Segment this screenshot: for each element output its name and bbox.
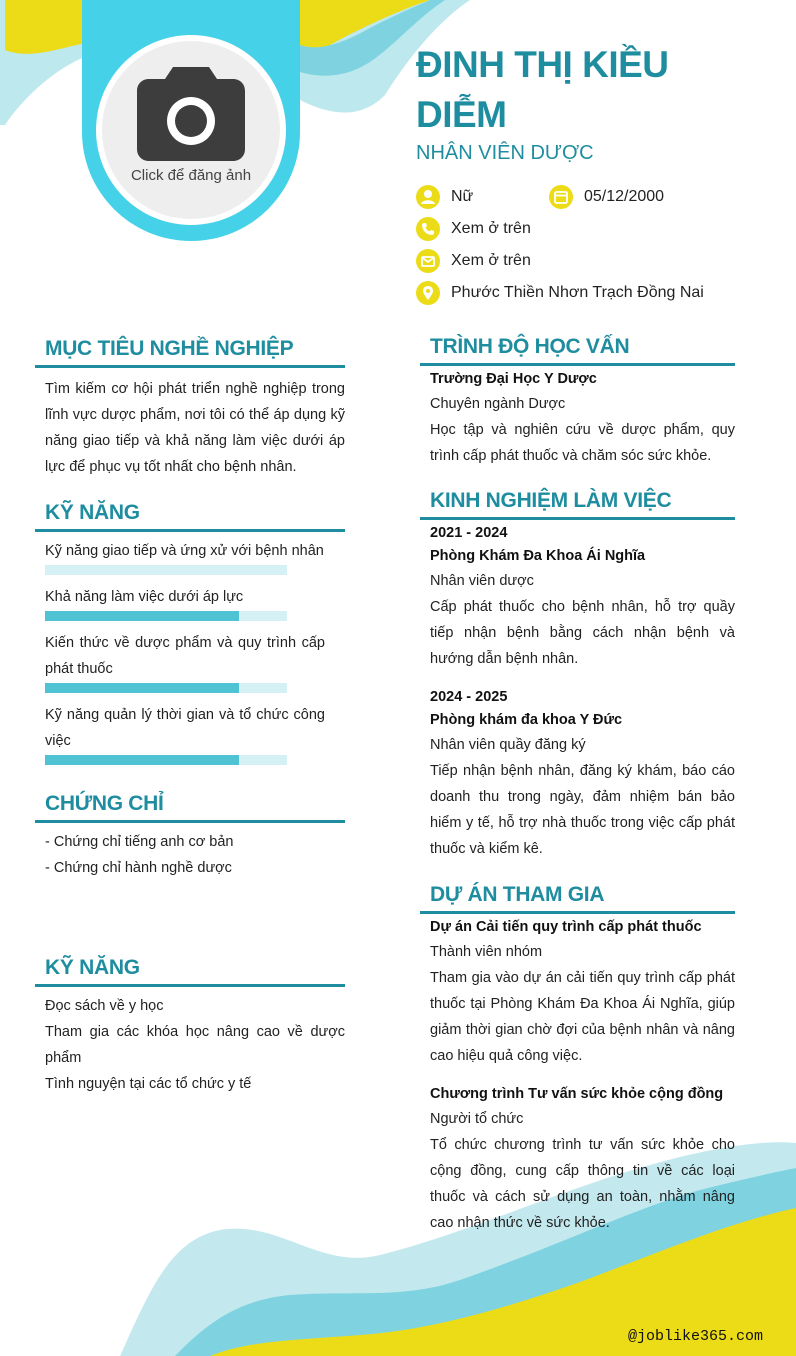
phone-value: Xem ở trên xyxy=(451,220,531,237)
email-row xyxy=(416,248,531,274)
calendar-icon xyxy=(549,185,573,209)
skill-bar xyxy=(45,611,287,621)
major: Chuyên ngành Dược xyxy=(430,396,566,412)
experience-company: Phòng khám đa khoa Y Đức xyxy=(430,712,623,728)
photo-upload-label[interactable]: Click để đăng ảnh xyxy=(130,167,252,184)
school-name: Trường Đại Học Y Dược xyxy=(430,371,597,387)
projects-section xyxy=(420,883,735,1236)
projects-title: DỰ ÁN THAM GIA xyxy=(430,883,605,906)
skill-bar-fill xyxy=(45,683,239,693)
skill-bar xyxy=(45,683,287,693)
skill-item xyxy=(45,584,325,621)
experience-period: 2024 - 2025 xyxy=(430,689,508,705)
skill-item xyxy=(45,630,325,693)
interest-item: Tham gia các khóa học nâng cao về dược phẩm xyxy=(45,1024,345,1066)
skills-section xyxy=(35,501,345,532)
project-desc: Tổ chức chương trình tư vấn sức khỏe cho cộng đồng, cung cấp thông tin về các loại thuốc và cách sử dụng an toàn, nhằm nâng cao nhận thức về sức khỏe. xyxy=(430,1137,735,1231)
experience-role: Nhân viên quầy đăng ký xyxy=(430,737,586,753)
experience-title: KINH NGHIỆM LÀM VIỆC xyxy=(430,489,672,512)
objective-text: Tìm kiếm cơ hội phát triển nghề nghiệp trong lĩnh vực dược phẩm, nơi tôi có thể áp dụng kỹ năng giao tiếp và khả năng làm việc dưới áp lực để phục vụ tốt nhất cho bệnh nhân. xyxy=(45,381,345,475)
address-row xyxy=(416,280,704,306)
location-pin-icon xyxy=(416,281,440,305)
skill-bar-fill xyxy=(45,755,239,765)
email-value: Xem ở trên xyxy=(451,252,531,269)
skill-item xyxy=(45,538,325,575)
interests-section xyxy=(35,956,345,1097)
experience-company: Phòng Khám Đa Khoa Ái Nghĩa xyxy=(430,548,646,564)
skill-label: Kiến thức về dược phẩm và quy trình cấp phát thuốc xyxy=(45,635,325,677)
experience-item xyxy=(420,520,735,672)
education-desc: Học tập và nghiên cứu về dược phẩm, quy trình cấp phát thuốc và chăm sóc sức khỏe. xyxy=(430,422,735,464)
interests-title: KỸ NĂNG xyxy=(45,956,140,979)
experience-section xyxy=(420,489,735,862)
experience-role: Nhân viên dược xyxy=(430,573,534,589)
camera-icon[interactable] xyxy=(137,67,245,161)
interest-item: Đọc sách về y học xyxy=(45,998,164,1014)
skill-label: Kỹ năng quản lý thời gian và tổ chức công việc xyxy=(45,707,325,749)
skill-label: Kỹ năng giao tiếp và ứng xử với bệnh nhân xyxy=(45,543,324,559)
job-title: NHÂN VIÊN DƯỢC xyxy=(416,142,594,164)
skill-bar xyxy=(45,565,287,575)
project-item xyxy=(420,1069,735,1236)
experience-desc: Tiếp nhận bệnh nhân, đăng ký khám, báo cáo doanh thu trong ngày, đảm nhiệm bán bảo hiểm y tế, hỗ trợ nhà thuốc trong việc cấp phát thuốc và kiểm kê. xyxy=(430,763,735,857)
phone-icon xyxy=(416,217,440,241)
gender-value: Nữ xyxy=(451,188,474,205)
project-role: Thành viên nhóm xyxy=(430,944,543,960)
skill-item xyxy=(45,702,325,765)
candidate-name: ĐINH THỊ KIỀU DIỄM xyxy=(416,44,669,135)
education-section xyxy=(420,335,735,469)
objective-section xyxy=(35,337,345,480)
project-desc: Tham gia vào dự án cải tiến quy trình cấp phát thuốc tại Phòng Khám Đa Khoa Ái Nghĩa, giúp giảm thời gian chờ đợi của bệnh nhân và nâng cao hiệu quả công việc. xyxy=(430,970,735,1064)
watermark: @joblike365.com xyxy=(627,1328,763,1345)
certificate-item: - Chứng chỉ tiếng anh cơ bản xyxy=(45,834,234,850)
user-icon xyxy=(416,185,440,209)
project-item xyxy=(420,914,735,1069)
project-name: Dự án Cải tiến quy trình cấp phát thuốc xyxy=(430,919,702,935)
project-role: Người tổ chức xyxy=(430,1111,524,1127)
address-value: Phước Thiền Nhơn Trạch Đồng Nai xyxy=(451,284,704,301)
certificates-title: CHỨNG CHỈ xyxy=(45,792,164,815)
experience-desc: Cấp phát thuốc cho bệnh nhân, hỗ trợ quầy tiếp nhận bệnh bằng cách nhận bệnh và hướng dẫn bệnh nhân. xyxy=(430,599,735,667)
phone-row xyxy=(416,216,531,242)
certificates-section xyxy=(35,792,345,881)
gender-row xyxy=(416,184,473,210)
experience-period: 2021 - 2024 xyxy=(430,525,508,541)
certificate-item: - Chứng chỉ hành nghề dược xyxy=(45,860,232,876)
objective-title: MỤC TIÊU NGHỀ NGHIỆP xyxy=(45,337,294,360)
skill-label: Khả năng làm việc dưới áp lực xyxy=(45,589,244,605)
skills-title: KỸ NĂNG xyxy=(45,501,140,524)
section-divider xyxy=(35,529,345,532)
experience-item xyxy=(420,672,735,862)
education-title: TRÌNH ĐỘ HỌC VẤN xyxy=(430,335,630,358)
dob-value: 05/12/2000 xyxy=(584,188,665,205)
project-name: Chương trình Tư vấn sức khỏe cộng đồng xyxy=(430,1086,724,1102)
interest-item: Tình nguyện tại các tổ chức y tế xyxy=(45,1076,252,1092)
email-icon xyxy=(416,249,440,273)
skill-bar-fill xyxy=(45,611,239,621)
skill-bar xyxy=(45,755,287,765)
dob-row xyxy=(549,184,664,210)
